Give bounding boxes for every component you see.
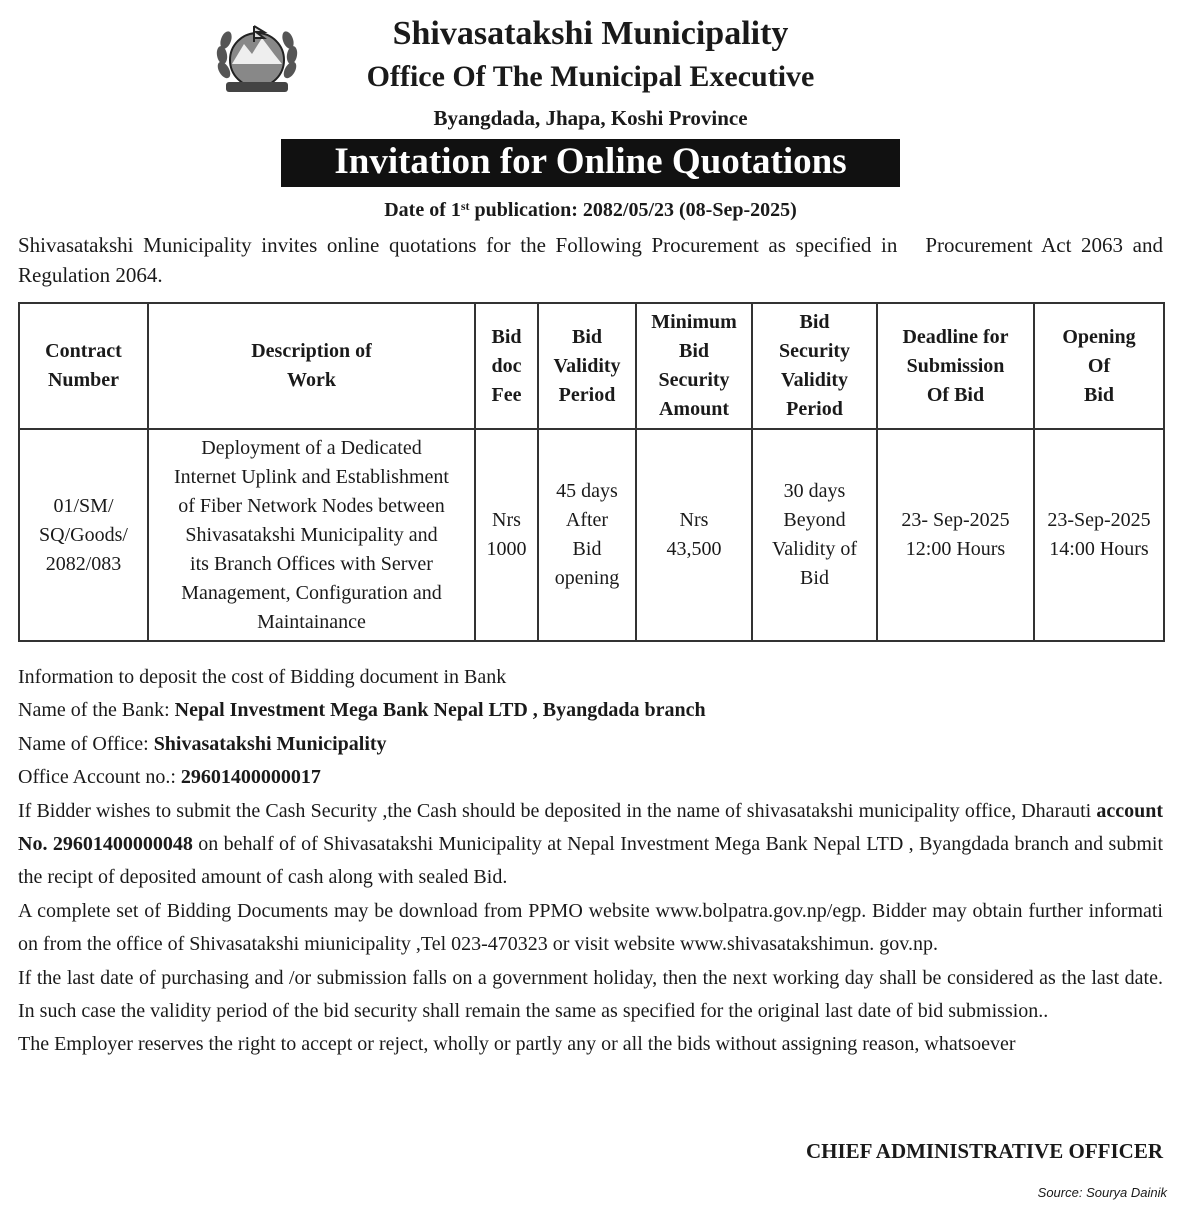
cell-line: Maintainance	[257, 610, 366, 633]
rights-paragraph: The Employer reserves the right to accept or reject, wholly or partly any or all the bids without assigning reason, whatsoever	[18, 1033, 1016, 1056]
holiday-paragraph: If the last date of purchasing and /or submission falls on a government holiday, then the next working day shall be considered as the last date. In such case the validity period of the bid security shall remain the same as specified for the original last date of bid submission..	[18, 966, 1163, 1023]
notice-title-banner: Invitation for Online Quotations	[281, 139, 900, 187]
cell-line: 43,500	[666, 538, 722, 560]
cell-line: its Branch Offices with Server	[190, 552, 433, 575]
cell-line: Validity	[780, 369, 849, 391]
publication-ordinal: st	[460, 199, 470, 213]
cell-line: Work	[287, 369, 336, 391]
header-bid-doc-fee	[475, 303, 538, 429]
header-deadline	[877, 303, 1034, 429]
header-opening	[1034, 303, 1164, 429]
office-name: Office Of The Municipal Executive	[366, 60, 815, 93]
cell-line: Of	[1087, 354, 1111, 377]
information-section	[18, 661, 1163, 1062]
cell-line: Opening	[1062, 325, 1136, 348]
cell-line: Bid	[799, 311, 830, 333]
cell-bid-validity	[538, 429, 636, 641]
office-address: Byangdada, Jhapa, Koshi Province	[433, 106, 748, 130]
cell-contract-number	[19, 429, 148, 641]
cash-text-2: on behalf of of Shivasatakshi Municipality at Nepal Investment Mega Bank Nepal LTD , Byangdada branch and submit the recipt of deposited amount of cash along with sealed Bid.	[18, 833, 1164, 889]
cell-min-security	[636, 429, 752, 641]
account-label: Office Account no.:	[18, 766, 181, 789]
cell-line: 01/SM/	[53, 494, 114, 517]
publication-date	[0, 196, 1181, 224]
bank-value: Nepal Investment Mega Bank Nepal LTD , Byangdada branch	[174, 699, 706, 722]
cell-line: of Fiber Network Nodes between	[178, 494, 445, 517]
cell-line: 45 days	[556, 480, 618, 502]
intro-text-1: Shivasatakshi Municipality invites online quotations for the Following Procurement as specified in	[18, 233, 898, 257]
cell-line: Validity of	[772, 538, 857, 560]
publication-prefix: Date of 1	[384, 199, 461, 221]
cell-line: Bid	[571, 325, 603, 348]
account-value: 29601400000017	[180, 766, 321, 789]
cell-line: doc	[491, 354, 522, 377]
cell-line: Internet Uplink and Establishment	[174, 465, 449, 488]
cell-line: Bid	[678, 340, 710, 362]
cell-line: 23-Sep-2025	[1047, 509, 1151, 531]
documents-paragraph: A complete set of Bidding Documents may be download from PPMO website www.bolpatra.gov.np/egp. Bidder may obtain further informati on from the office of Shivasatakshi miunicipality ,Tel 023-470323 or visit website www.shivasatakshimun. gov.np.	[18, 899, 1163, 956]
cell-line: Management, Configuration and	[181, 581, 442, 604]
source-credit: Source: Sourya Dainik	[1037, 1185, 1167, 1200]
cell-line: Nrs	[679, 509, 709, 531]
office-label: Name of Office:	[18, 732, 154, 755]
cell-line: Shivasatakshi Municipality and	[185, 523, 438, 546]
deposit-intro: Information to deposit the cost of Bidding document in Bank	[18, 666, 507, 688]
bid-details-table	[18, 302, 1165, 642]
account-line	[18, 761, 1163, 794]
cell-description	[148, 429, 475, 641]
cell-line: Bid	[800, 567, 829, 589]
signoff: CHIEF ADMINISTRATIVE OFFICER	[805, 1139, 1163, 1163]
cell-line: Beyond	[783, 509, 846, 531]
cash-security-paragraph	[18, 795, 1163, 895]
cell-line: Bid	[1083, 383, 1115, 406]
cash-account: account No. 29601400000048	[18, 799, 1163, 856]
cell-line: 14:00 Hours	[1049, 538, 1149, 560]
cell-line: Number	[47, 369, 120, 391]
publication-suffix: publication: 2082/05/23 (08-Sep-2025)	[469, 199, 797, 221]
cell-line: Security	[778, 340, 851, 362]
cell-opening	[1034, 429, 1164, 641]
cell-line: 30 days	[783, 480, 846, 502]
cell-line: After	[565, 509, 609, 531]
header-description	[148, 303, 475, 429]
cell-line: SQ/Goods/	[39, 523, 128, 546]
header-min-security	[636, 303, 752, 429]
cell-line: Bid	[572, 538, 602, 560]
cell-line: Period	[558, 383, 616, 406]
cell-line: 23- Sep-2025	[901, 509, 1010, 531]
header-bid-validity	[538, 303, 636, 429]
cell-line: Deployment of a Dedicated	[201, 436, 422, 459]
office-value: Shivasatakshi Municipality	[153, 732, 387, 755]
intro-paragraph	[18, 230, 1163, 290]
table-row	[19, 429, 1164, 641]
municipality-name: Shivasatakshi Municipality	[392, 15, 789, 52]
cell-line: Validity	[553, 354, 621, 377]
cell-line: Period	[786, 398, 843, 420]
cash-text-1: If Bidder wishes to submit the Cash Security ,the Cash should be deposited in the name of shivasatakshi municipality office, Dharauti	[18, 799, 1097, 822]
cell-deadline	[877, 429, 1034, 641]
cell-line: Contract	[45, 340, 122, 362]
cell-line: 1000	[486, 538, 527, 560]
table-header-row	[19, 303, 1164, 429]
cell-line: Security	[658, 369, 730, 391]
cell-line: Submission	[906, 354, 1005, 377]
cell-line: Bid	[491, 325, 522, 348]
cell-line: 2082/083	[45, 552, 122, 575]
header-security-validity	[752, 303, 877, 429]
cell-line: Description of	[251, 340, 372, 362]
cell-line: 12:00 Hours	[905, 538, 1006, 560]
cell-line: Deadline for	[902, 325, 1009, 348]
cell-line: Nrs	[492, 509, 521, 531]
cell-line: Of Bid	[926, 383, 985, 406]
header-contract-number	[19, 303, 148, 429]
bank-label: Name of the Bank:	[18, 699, 175, 722]
cell-line: Amount	[658, 398, 729, 420]
cell-line: Fee	[491, 383, 522, 406]
cell-line: opening	[554, 567, 620, 589]
bank-name-line	[18, 694, 1163, 727]
intro-text-2: Procurement Act 2063 and Regulation 2064.	[18, 233, 1164, 287]
office-name-line	[18, 728, 1163, 761]
cell-line: Minimum	[651, 311, 737, 333]
cell-security-validity	[752, 429, 877, 641]
cell-bid-doc-fee	[475, 429, 538, 641]
